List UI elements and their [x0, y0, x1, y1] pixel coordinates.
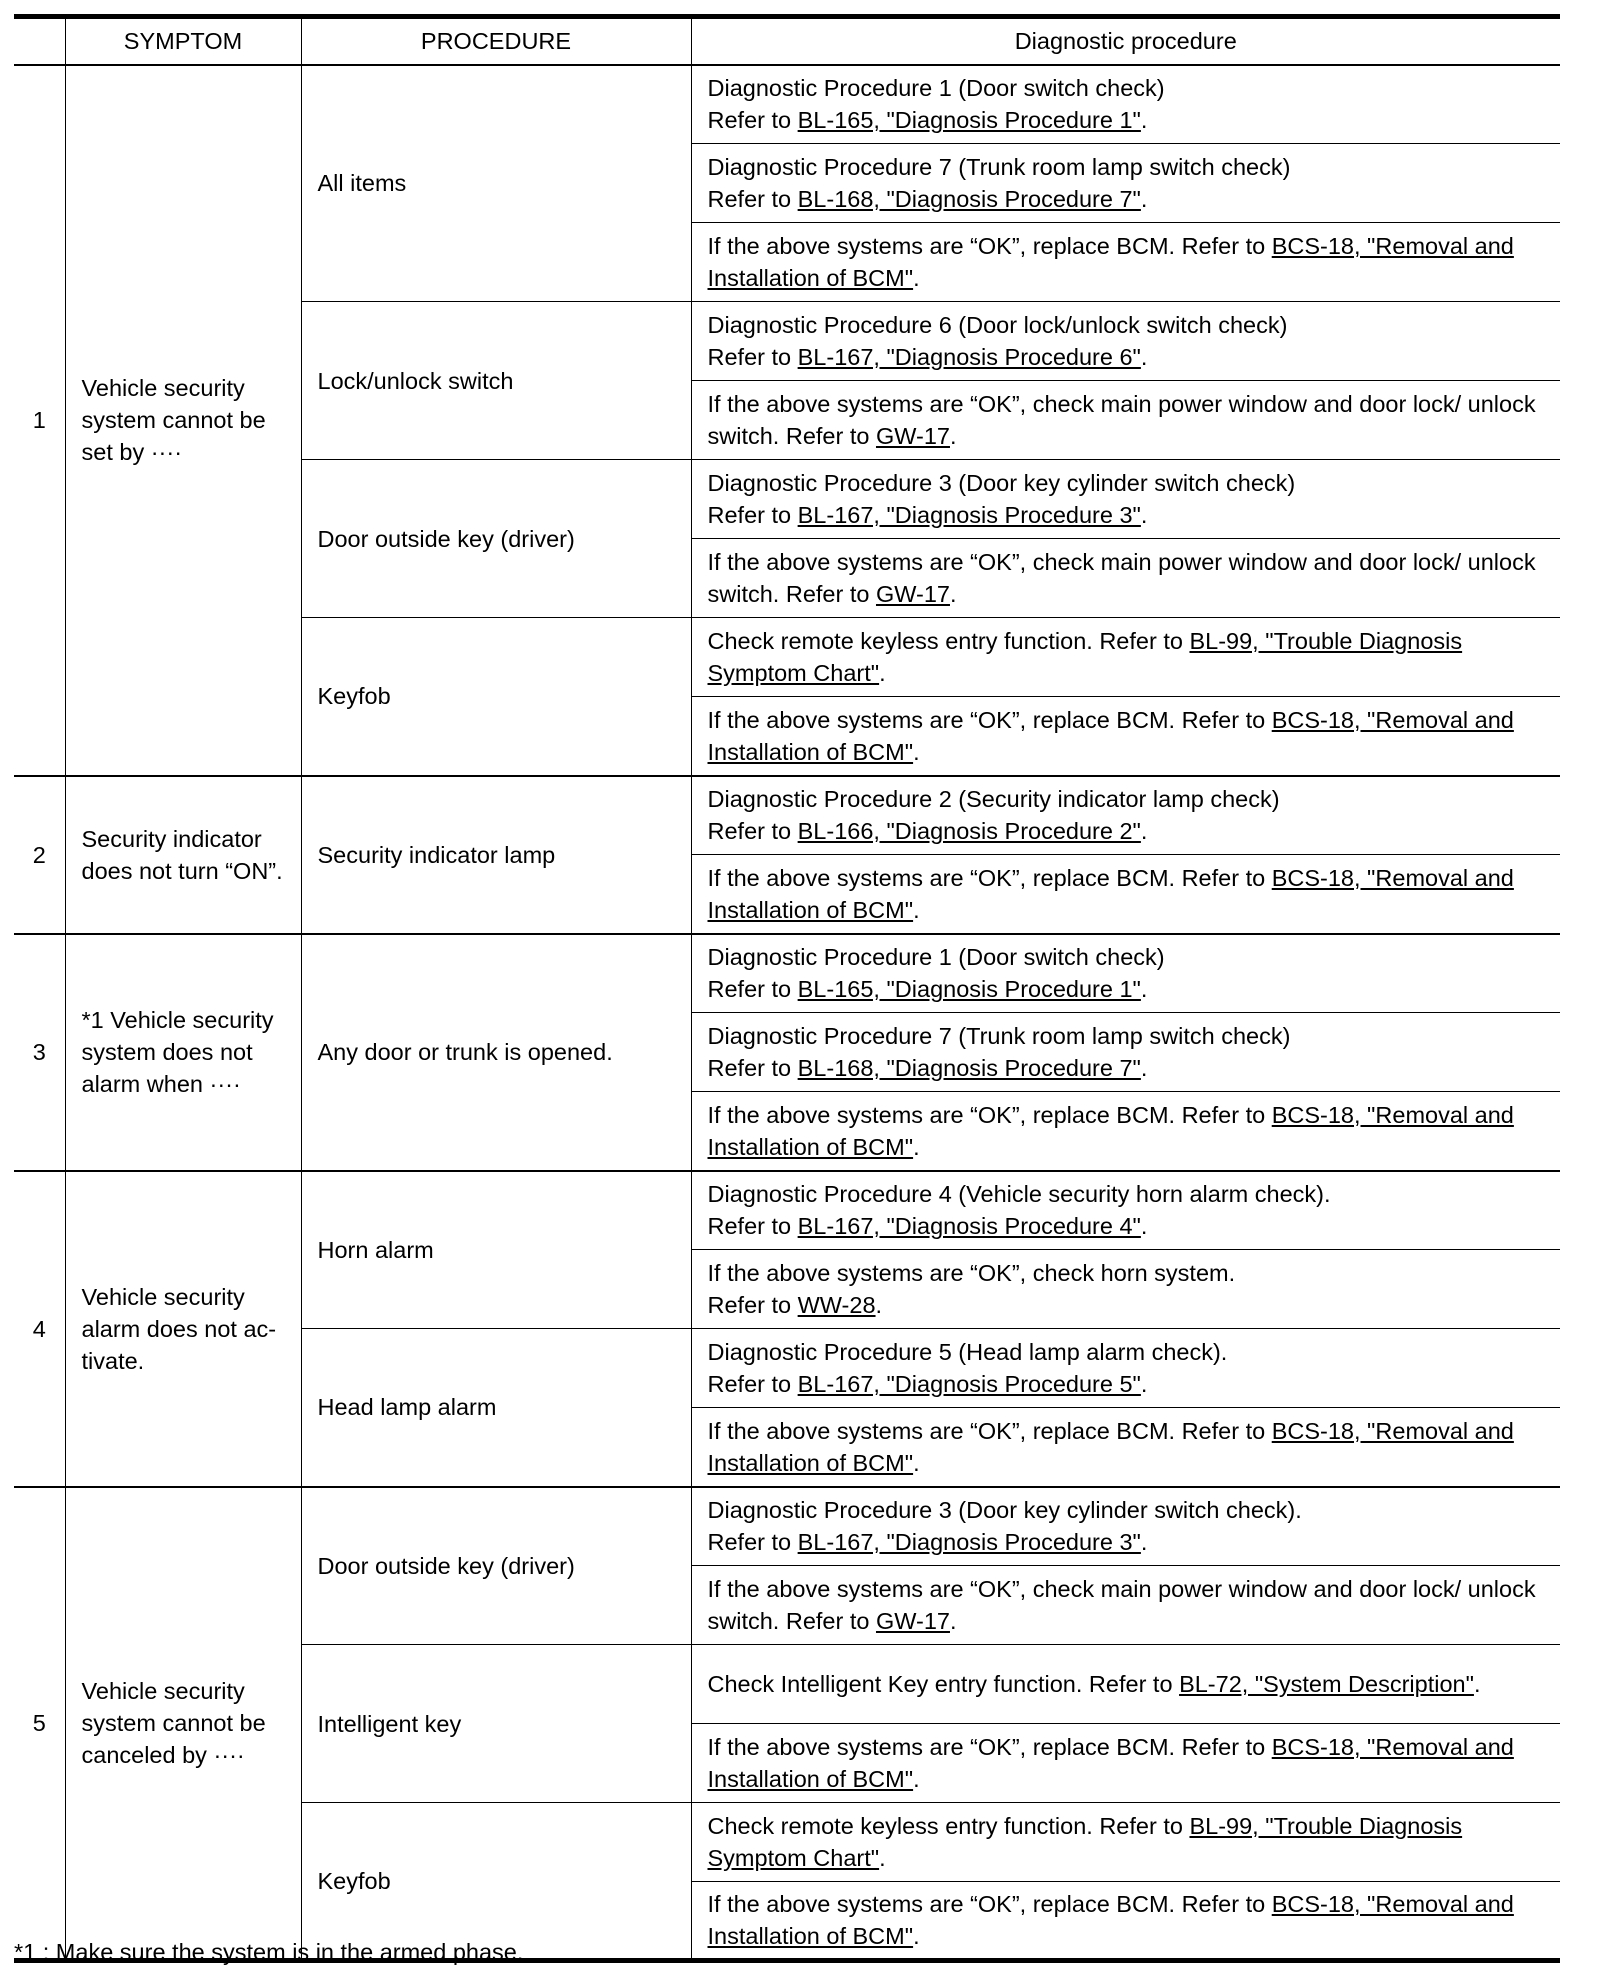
diagnostic-step-cell: [691, 1566, 1560, 1645]
reference-link[interactable]: GW-17: [875, 1608, 950, 1634]
step-reference-line: [708, 1099, 1555, 1163]
step-tail-text: .: [913, 738, 920, 765]
step-tail-text: .: [1140, 976, 1148, 1003]
procedure-cell: All items: [301, 65, 691, 302]
reference-link[interactable]: BCS-18, "Removal and Installation of BCM": [707, 1734, 1514, 1792]
header-symptom: SYMPTOM: [65, 17, 301, 65]
step-tail-text: .: [1140, 186, 1148, 212]
procedure-cell: Keyfob: [301, 1803, 691, 1961]
reference-link[interactable]: BL-168, "Diagnosis Procedure 7": [797, 186, 1141, 212]
symptom-cell: Vehicle security system cannot be set by ····: [65, 65, 301, 776]
step-lead-text: Refer to: [707, 186, 798, 212]
diagnostic-step-cell: [691, 1013, 1560, 1092]
procedure-cell: Keyfob: [301, 618, 691, 776]
header-row: [14, 17, 1560, 65]
step-reference-line: [708, 1210, 1555, 1242]
step-lead-text: Refer to: [707, 1213, 798, 1240]
table-row: [14, 65, 1560, 144]
reference-link[interactable]: BL-168, "Diagnosis Procedure 7": [797, 1055, 1141, 1081]
step-tail-text: .: [913, 1449, 920, 1476]
reference-link[interactable]: BL-72, "System Description": [1179, 1671, 1474, 1697]
table-row: [14, 776, 1560, 855]
step-lead-text: If the above systems are “OK”, replace BCM. Refer to: [707, 1101, 1272, 1128]
reference-link[interactable]: BL-99, "Trouble Diagnosis Symptom Chart": [707, 628, 1463, 686]
reference-link[interactable]: BL-99, "Trouble Diagnosis Symptom Chart": [707, 1813, 1463, 1871]
step-tail-text: .: [1140, 344, 1148, 370]
row-number: 4: [14, 1171, 65, 1487]
symptom-cell: *1 Vehicle security system does not alarm when ····: [65, 934, 301, 1171]
step-lead-text: If the above systems are “OK”, check main power window and door lock/ unlock switch. Refer to: [707, 549, 1536, 607]
step-reference-line: [708, 104, 1555, 136]
step-reference-line: [708, 1573, 1555, 1637]
step-lead-text: If the above systems are “OK”, replace BCM. Refer to: [707, 233, 1272, 259]
symptom-group: [14, 934, 1560, 1171]
step-lead-text: Refer to: [707, 107, 798, 134]
step-lead-text: Check Intelligent Key entry function. Refer to: [707, 1671, 1180, 1697]
step-text: Diagnostic Procedure 4 (Vehicle security horn alarm check).: [707, 1181, 1331, 1208]
reference-link[interactable]: BCS-18, "Removal and Installation of BCM": [707, 706, 1514, 765]
step-reference-line: [708, 1888, 1555, 1952]
diagnostic-step-cell: [691, 1803, 1560, 1882]
diagnostic-step-cell: [691, 381, 1560, 460]
step-tail-text: .: [1140, 1055, 1148, 1081]
step-lead-text: If the above systems are “OK”, replace BCM. Refer to: [707, 706, 1272, 733]
step-reference-line: [708, 1731, 1555, 1795]
diagnostic-step-cell: [691, 1645, 1560, 1724]
step-reference-line: [708, 1368, 1555, 1400]
diagnostic-step-cell: [691, 1882, 1560, 1961]
step-reference-line: [708, 183, 1555, 215]
symptom-cell: Vehicle security system cannot be canceled by ····: [65, 1487, 301, 1961]
step-text: Diagnostic Procedure 5 (Head lamp alarm check).: [707, 1339, 1228, 1365]
reference-link[interactable]: BL-165, "Diagnosis Procedure 1": [797, 976, 1141, 1003]
symptom-group: [14, 776, 1560, 934]
table-header: [14, 17, 1560, 65]
step-reference-line: [708, 625, 1555, 689]
procedure-cell: Any door or trunk is opened.: [301, 934, 691, 1171]
step-text: Diagnostic Procedure 6 (Door lock/unlock switch check): [707, 312, 1288, 338]
step-lead-text: Check remote keyless entry function. Refer to: [707, 1813, 1190, 1839]
step-tail-text: .: [879, 1845, 886, 1871]
step-tail-text: .: [1140, 1213, 1148, 1240]
step-tail-text: .: [913, 265, 920, 291]
step-lead-text: If the above systems are “OK”, check main power window and door lock/ unlock switch. Refer to: [707, 391, 1536, 449]
step-reference-line: [708, 1415, 1555, 1479]
reference-link[interactable]: BCS-18, "Removal and Installation of BCM": [707, 1891, 1514, 1949]
procedure-cell: Door outside key (driver): [301, 1487, 691, 1645]
step-tail-text: .: [1140, 818, 1148, 845]
step-tail-text: .: [949, 581, 957, 607]
header-diagnostic-procedure: Diagnostic procedure: [691, 17, 1560, 65]
step-tail-text: .: [913, 896, 920, 923]
diagnostic-step-cell: [691, 1724, 1560, 1803]
diagnostic-step-cell: [691, 539, 1560, 618]
procedure-cell: Horn alarm: [301, 1171, 691, 1329]
step-lead-text: Refer to: [707, 502, 798, 528]
diagnostic-step-cell: [691, 144, 1560, 223]
diagnostic-step-cell: [691, 1171, 1560, 1250]
step-reference-line: [708, 230, 1555, 294]
step-text: Diagnostic Procedure 1 (Door switch check): [707, 75, 1165, 102]
step-text: Diagnostic Procedure 1 (Door switch check): [707, 944, 1165, 971]
diagnostic-step-cell: [691, 618, 1560, 697]
procedure-cell: Security indicator lamp: [301, 776, 691, 934]
step-text: Diagnostic Procedure 7 (Trunk room lamp switch check): [707, 154, 1291, 180]
reference-link[interactable]: BL-167, "Diagnosis Procedure 6": [797, 344, 1141, 370]
step-tail-text: .: [1140, 502, 1148, 528]
symptom-group: [14, 1487, 1560, 1961]
step-lead-text: Refer to: [707, 976, 798, 1003]
reference-link[interactable]: GW-17: [875, 581, 950, 607]
step-reference-line: [708, 341, 1555, 373]
reference-link[interactable]: BCS-18, "Removal and Installation of BCM": [707, 1417, 1514, 1476]
symptom-group: [14, 1171, 1560, 1487]
step-lead-text: If the above systems are “OK”, check main power window and door lock/ unlock switch. Refer to: [707, 1576, 1536, 1634]
step-tail-text: .: [949, 423, 957, 449]
step-tail-text: .: [1473, 1671, 1481, 1697]
step-text: Diagnostic Procedure 3 (Door key cylinder switch check): [707, 470, 1296, 496]
diagnostic-step-cell: [691, 1329, 1560, 1408]
symptom-group: [14, 65, 1560, 776]
row-number: 3: [14, 934, 65, 1171]
diagnostic-step-cell: [691, 65, 1560, 144]
diagnostic-step-cell: [691, 1487, 1560, 1566]
step-reference-line: [708, 862, 1555, 926]
symptom-cell: Security indicator does not turn “ON”.: [65, 776, 301, 934]
diagnostic-step-cell: [691, 1092, 1560, 1171]
symptom-cell: Vehicle security alarm does not ac-tivate.: [65, 1171, 301, 1487]
diagnostic-step-cell: [691, 855, 1560, 934]
step-lead-text: If the above systems are “OK”, replace BCM. Refer to: [707, 1891, 1272, 1917]
footnote: *1 : Make sure the system is in the armed phase.: [14, 1939, 524, 1965]
reference-link[interactable]: WW-28: [797, 1292, 876, 1318]
reference-link[interactable]: BCS-18, "Removal and Installation of BCM": [707, 864, 1514, 923]
step-lead-text: Refer to: [707, 818, 798, 845]
step-lead-text: Refer to: [707, 1055, 798, 1081]
table-row: [14, 1487, 1560, 1566]
step-reference-line: [708, 1052, 1555, 1084]
step-reference-line: [708, 1289, 1555, 1321]
step-lead-text: If the above systems are “OK”, replace BCM. Refer to: [707, 1417, 1272, 1444]
procedure-cell: Head lamp alarm: [301, 1329, 691, 1487]
diagnostic-step-cell: [691, 776, 1560, 855]
step-tail-text: .: [1140, 1529, 1148, 1556]
step-text: Diagnostic Procedure 2 (Security indicator lamp check): [707, 786, 1280, 813]
step-lead-text: If the above systems are “OK”, replace BCM. Refer to: [707, 864, 1272, 891]
reference-link[interactable]: BL-167, "Diagnosis Procedure 3": [797, 1529, 1141, 1556]
reference-link[interactable]: BL-165, "Diagnosis Procedure 1": [797, 107, 1141, 134]
header-number: [14, 17, 65, 65]
step-reference-line: [708, 499, 1555, 531]
diagnostic-step-cell: [691, 460, 1560, 539]
reference-link[interactable]: BL-167, "Diagnosis Procedure 3": [797, 502, 1141, 528]
step-tail-text: .: [1140, 107, 1148, 134]
step-reference-line: [708, 546, 1555, 610]
step-lead-text: Refer to: [707, 344, 798, 370]
reference-link[interactable]: BL-167, "Diagnosis Procedure 4": [797, 1213, 1141, 1240]
reference-link[interactable]: BL-167, "Diagnosis Procedure 5": [797, 1371, 1141, 1397]
diagnostic-step-cell: [691, 697, 1560, 776]
row-number: 1: [14, 65, 65, 776]
diagnostic-step-cell: [691, 302, 1560, 381]
reference-link[interactable]: BCS-18, "Removal and Installation of BCM": [707, 1101, 1514, 1160]
step-reference-line: [708, 1810, 1555, 1874]
step-tail-text: .: [913, 1923, 920, 1949]
procedure-cell: Lock/unlock switch: [301, 302, 691, 460]
step-lead-text: If the above systems are “OK”, replace BCM. Refer to: [707, 1734, 1272, 1760]
diagnostic-step-cell: [691, 1408, 1560, 1487]
step-lead-text: Refer to: [707, 1292, 798, 1318]
step-lead-text: Check remote keyless entry function. Refer to: [707, 628, 1190, 654]
step-reference-line: [708, 815, 1555, 847]
step-reference-line: [708, 1668, 1555, 1700]
step-tail-text: .: [875, 1292, 883, 1318]
diagnostic-step-cell: [691, 934, 1560, 1013]
step-tail-text: .: [1140, 1371, 1148, 1397]
row-number: 2: [14, 776, 65, 934]
step-reference-line: [708, 973, 1555, 1005]
table-row: [14, 934, 1560, 1013]
reference-link[interactable]: BCS-18, "Removal and Installation of BCM": [707, 233, 1514, 291]
step-text: Diagnostic Procedure 7 (Trunk room lamp switch check): [707, 1023, 1291, 1049]
step-reference-line: [708, 704, 1555, 768]
step-tail-text: .: [949, 1608, 957, 1634]
header-procedure: PROCEDURE: [301, 17, 691, 65]
step-reference-line: [708, 388, 1555, 452]
step-tail-text: .: [913, 1133, 920, 1160]
diagnostic-step-cell: [691, 1250, 1560, 1329]
diagnostic-step-cell: [691, 223, 1560, 302]
step-lead-text: Refer to: [707, 1529, 798, 1556]
table-row: [14, 1171, 1560, 1250]
step-text: Diagnostic Procedure 3 (Door key cylinder switch check).: [707, 1497, 1302, 1524]
step-lead-text: Refer to: [707, 1371, 798, 1397]
step-text: If the above systems are “OK”, check horn system.: [707, 1260, 1236, 1286]
step-reference-line: [708, 1526, 1555, 1558]
procedure-cell: Door outside key (driver): [301, 460, 691, 618]
diagnosis-table: [14, 14, 1560, 1963]
reference-link[interactable]: GW-17: [875, 423, 950, 449]
step-tail-text: .: [879, 660, 886, 686]
procedure-cell: Intelligent key: [301, 1645, 691, 1803]
step-tail-text: .: [913, 1766, 920, 1792]
reference-link[interactable]: BL-166, "Diagnosis Procedure 2": [797, 818, 1141, 845]
row-number: 5: [14, 1487, 65, 1961]
